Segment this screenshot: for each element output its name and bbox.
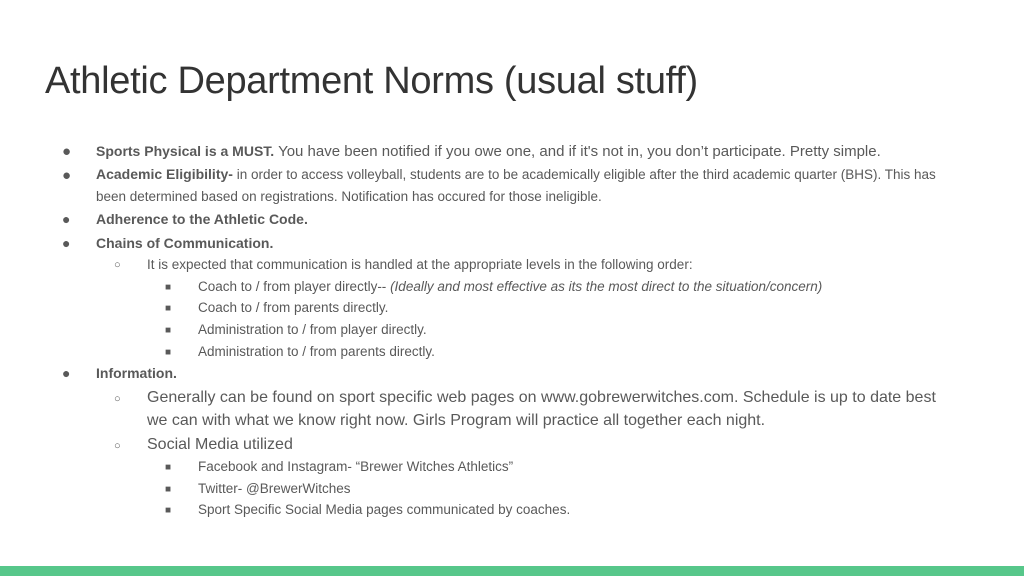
social-text: Twitter- @BrewerWitches — [198, 480, 351, 496]
list-item-information — [0, 363, 1024, 385]
list-item-chains-of-communication — [0, 233, 1024, 255]
list-subitem-order-4 — [0, 341, 1024, 363]
item-heading: Information. — [96, 365, 177, 382]
footer-accent-bar — [0, 566, 1024, 576]
bullet-dot: ● — [62, 211, 71, 228]
bullet-square: ■ — [165, 462, 172, 474]
order-note: (Ideally and most effective as its the most direct to the situation/concern) — [390, 278, 823, 294]
bullet-list — [0, 140, 1024, 521]
bullet-dot: ● — [62, 234, 71, 251]
subitem-text: Generally can be found on sport specific web pages on www.gobrewerwitches.com. Schedule is up to date best we can with what we know right now. Girls Program will practice all together each night. — [147, 388, 936, 430]
subitem-text: Social Media utilized — [147, 435, 293, 453]
list-subitem-social-media — [0, 433, 1024, 457]
item-heading: Sports Physical is a MUST. — [96, 143, 275, 159]
bullet-circle: ○ — [114, 392, 121, 405]
bullet-dot: ● — [62, 143, 72, 160]
order-text: Administration to / from player directly. — [198, 321, 427, 337]
bullet-square: ■ — [165, 303, 172, 315]
bullet-dot: ● — [62, 365, 71, 382]
item-heading: Academic Eligibility- — [96, 166, 233, 182]
item-text: You have been notified if you owe one, and if it's not in, you don’t participate. Pretty simple. — [274, 143, 881, 160]
bullet-dot: ● — [62, 167, 72, 184]
subitem-text: It is expected that communication is handled at the appropriate levels in the following order: — [147, 257, 693, 273]
social-text: Sport Specific Social Media pages communicated by coaches. — [198, 502, 571, 518]
bullet-square: ■ — [165, 346, 172, 358]
item-heading: Adherence to the Athletic Code. — [96, 211, 308, 228]
list-subitem-social-1 — [0, 456, 1024, 478]
bullet-square: ■ — [165, 281, 172, 293]
list-subitem-order-2 — [0, 297, 1024, 319]
item-text: in order to access volleyball, students are to be academically eligible after the third academic quarter (BHS). This has been determined based on registrations. Notification has occured for those ineligible. — [96, 167, 936, 204]
bullet-circle: ○ — [114, 439, 121, 452]
list-item-athletic-code — [0, 209, 1024, 231]
list-subitem-order-3 — [0, 319, 1024, 341]
list-subitem-web-pages — [0, 386, 1024, 433]
slide-title: Athletic Department Norms (usual stuff) — [45, 60, 698, 102]
list-item-sports-physical — [0, 140, 1024, 163]
order-text: Coach to / from player directly-- — [198, 278, 391, 294]
order-text: Coach to / from parents directly. — [198, 300, 389, 316]
list-subitem-order-1 — [0, 276, 1024, 298]
item-heading: Chains of Communication. — [96, 234, 274, 251]
list-subitem-social-3 — [0, 499, 1024, 521]
order-text: Administration to / from parents directly. — [198, 343, 435, 359]
bullet-square: ■ — [165, 505, 172, 517]
list-subitem-expectation — [0, 254, 1024, 276]
list-item-academic-eligibility — [0, 164, 1024, 207]
bullet-square: ■ — [165, 483, 172, 495]
bullet-square: ■ — [165, 324, 172, 336]
social-text: Facebook and Instagram- “Brewer Witches Athletics” — [198, 459, 514, 475]
list-subitem-social-2 — [0, 478, 1024, 500]
bullet-circle: ○ — [114, 259, 121, 272]
